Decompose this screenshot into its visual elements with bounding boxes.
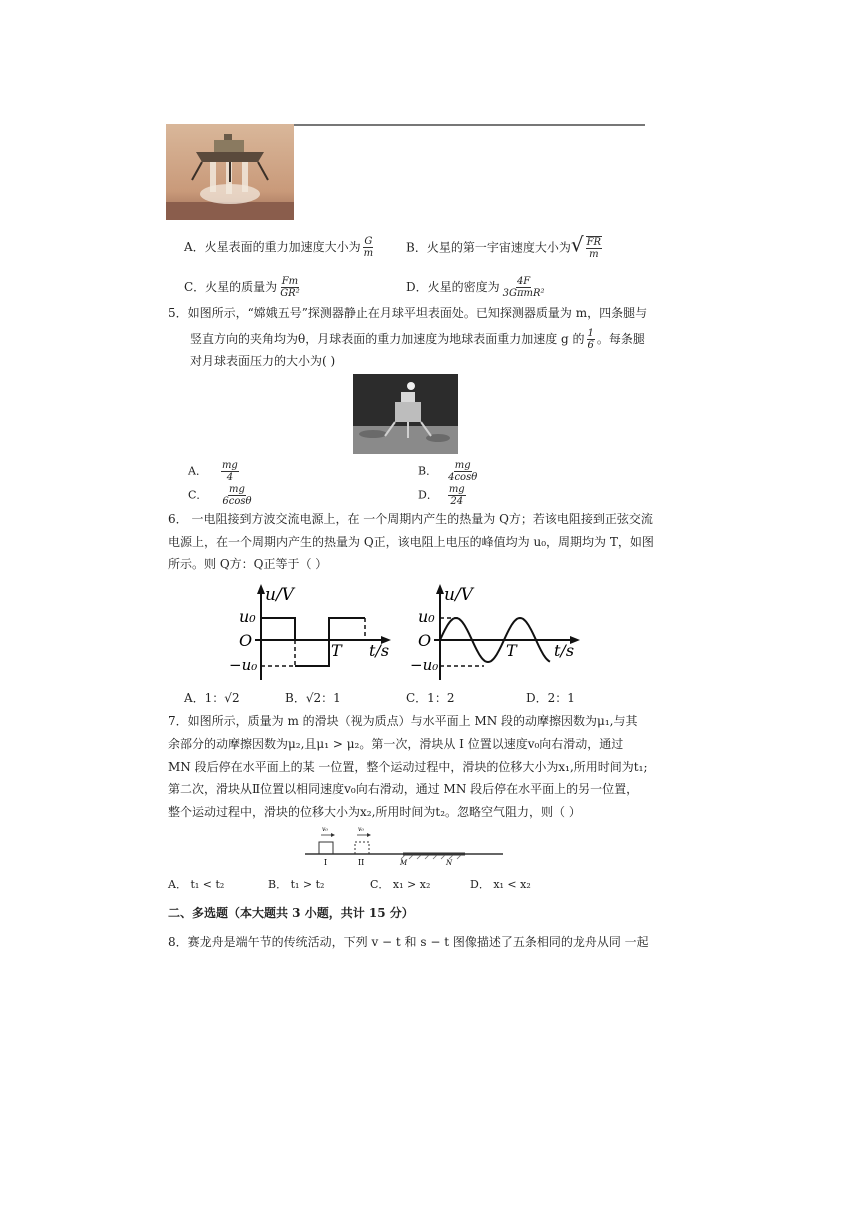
q7-option-d: D． x₁ < x₂ — [470, 878, 531, 891]
q4-option-d — [406, 276, 548, 299]
fig-v0-label-1: v₀ — [322, 826, 328, 833]
q4-option-a-text: A．火星表面的重力加速度大小为 — [184, 240, 361, 254]
sliding-block-figure — [305, 822, 505, 868]
q5-b-fraction — [447, 460, 478, 483]
q6-option-b: B．√2：1 — [285, 691, 341, 705]
q4-option-c-text: C．火星的质量为 — [184, 280, 278, 294]
change5-lander-photo — [353, 374, 458, 454]
sqrt-icon: √ — [570, 232, 584, 257]
q4-b-num: FR — [586, 237, 602, 248]
q5-a-den: 4 — [226, 472, 234, 483]
q5-c-label: C． — [188, 488, 208, 502]
sine-wave-graph — [410, 582, 585, 682]
sin-origin-label: O — [418, 631, 432, 650]
fig-position-I: I — [324, 858, 328, 867]
q6-option-d: D．2：1 — [526, 691, 575, 705]
q5-d-fraction — [448, 484, 466, 507]
sq-u-label: u/V — [265, 585, 294, 605]
sq-t-period-label: T — [331, 641, 342, 660]
q4-option-b — [406, 232, 604, 260]
q5-line1: 5．如图所示，“嫦娥五号”探测器静止在月球平坦表面处。已知探测器质量为 m，四条腿与 — [168, 306, 648, 320]
q6-option-a: A．1：√2 — [184, 691, 240, 705]
q4-option-a-fraction — [363, 236, 374, 259]
q6-line2: 电源上，在一个周期内产生的热量为 Q正，该电阻上电压的峰值均为 u₀，周期均为 T，如图 — [168, 535, 654, 549]
q5-option-b — [418, 460, 480, 483]
sin-t-period-label: T — [506, 641, 517, 660]
sin-t-axis-label: t/s — [554, 641, 575, 660]
q4-c-num: Fm — [281, 276, 299, 287]
q7-option-b: B． t₁ > t₂ — [268, 878, 325, 891]
q8-line1: 8．赛龙舟是端午节的传统活动，下列 v − t 和 s − t 图像描述了五条相同的龙舟从同 一起 — [168, 935, 649, 949]
q5-c-num: mg — [229, 484, 245, 495]
q7-option-c: C． x₁ > x₂ — [370, 878, 431, 891]
mars-lander-photo — [166, 124, 294, 220]
q4-option-b-fraction — [586, 236, 602, 260]
q6-option-c: C．1：2 — [406, 691, 455, 705]
fig-position-II: II — [358, 858, 365, 867]
q6-line3: 所示。则 Q方：Q正等于（ ） — [168, 557, 328, 571]
sq-u0-label: u₀ — [239, 607, 256, 626]
q5-line2b: 。每条腿 — [596, 332, 645, 346]
q5-line2 — [190, 328, 645, 351]
q5-option-d — [418, 484, 468, 507]
q5-d-den: 24 — [450, 496, 464, 507]
q5-b-den: 4cosθ — [448, 472, 478, 483]
q4-a-den: m — [363, 248, 374, 259]
q5-b-label: B． — [418, 464, 438, 478]
q4-option-c-fraction — [279, 276, 301, 299]
top-rule — [294, 124, 645, 126]
q5-b-num: mg — [454, 460, 471, 471]
q4-a-num: G — [364, 236, 373, 247]
q4-c-den: GR² — [280, 288, 300, 299]
q5-c-fraction — [221, 484, 252, 507]
q4-option-c — [184, 276, 303, 299]
fig-v0-label-2: v₀ — [358, 826, 364, 833]
q4-option-d-fraction — [502, 276, 546, 299]
q5-frac-num: 1 — [587, 328, 594, 339]
q6-line1: 6． 一电阻接到方波交流电源上，在 一个周期内产生的热量为 Q方；若该电阻接到正弦交流 — [168, 512, 653, 526]
sq-t-axis-label: t/s — [369, 641, 390, 660]
q5-c-den: 6cosθ — [222, 496, 252, 507]
q4-option-a — [184, 236, 376, 259]
q5-a-label: A． — [188, 464, 207, 478]
q5-option-a — [188, 460, 241, 483]
q5-line2a: 竖直方向的夹角均为θ，月球表面的重力加速度为地球表面重力加速度 g 的 — [190, 332, 585, 346]
sin-u-label: u/V — [444, 585, 473, 605]
sin-u0-label: u₀ — [418, 607, 435, 626]
sq-neg-u0-label: −u₀ — [229, 656, 258, 674]
q5-frac-den: 6 — [587, 340, 594, 351]
q7-line5: 整个运动过程中，滑块的位移大小为x₂,所用时间为t₂。忽略空气阻力，则（ ） — [168, 805, 581, 819]
q5-a-fraction — [221, 460, 239, 483]
q5-line2-fraction — [587, 328, 595, 351]
q7-line2: 余部分的动摩擦因数为μ₂,且μ₁ > μ₂。第一次，滑块从 I 位置以速度v₀向右滑动，通过 — [168, 737, 624, 751]
sin-neg-u0-label: −u₀ — [410, 656, 439, 674]
q4-d-den: 3GπmR² — [502, 288, 545, 299]
q7-line4: 第二次，滑块从Ⅱ位置以相同速度v₀向右滑动，通过 MN 段后停在水平面上的另一位置， — [168, 782, 639, 796]
square-wave-graph — [225, 582, 395, 682]
q7-line3: MN 段后停在水平面上的某 一位置，整个运动过程中，滑块的位移大小为x₁,所用时间为t₁; — [168, 760, 648, 774]
fig-point-N: N — [446, 859, 453, 867]
q4-b-den: m — [589, 249, 599, 260]
q5-line3: 对月球表面压力的大小为( ) — [190, 354, 336, 368]
q5-d-num: mg — [448, 484, 465, 495]
q7-option-a: A． t₁ < t₂ — [168, 878, 225, 891]
q5-option-c — [188, 484, 255, 507]
sq-origin-label: O — [239, 631, 253, 650]
q5-d-label: D． — [418, 488, 438, 502]
q5-a-num: mg — [221, 460, 238, 471]
q4-d-num: 4F — [516, 276, 531, 287]
q4-option-b-text: B．火星的第一宇宙速度大小为 — [406, 240, 571, 255]
q4-option-d-text: D．火星的密度为 — [406, 280, 500, 294]
q7-line1: 7．如图所示，质量为 m 的滑块（视为质点）与水平面上 MN 段的动摩擦因数为μ₁,与其 — [168, 714, 638, 728]
fig-point-M: M — [400, 859, 408, 867]
section-heading-multiple-choice: 二、多选题（本大题共 3 小题，共计 15 分） — [168, 906, 414, 920]
